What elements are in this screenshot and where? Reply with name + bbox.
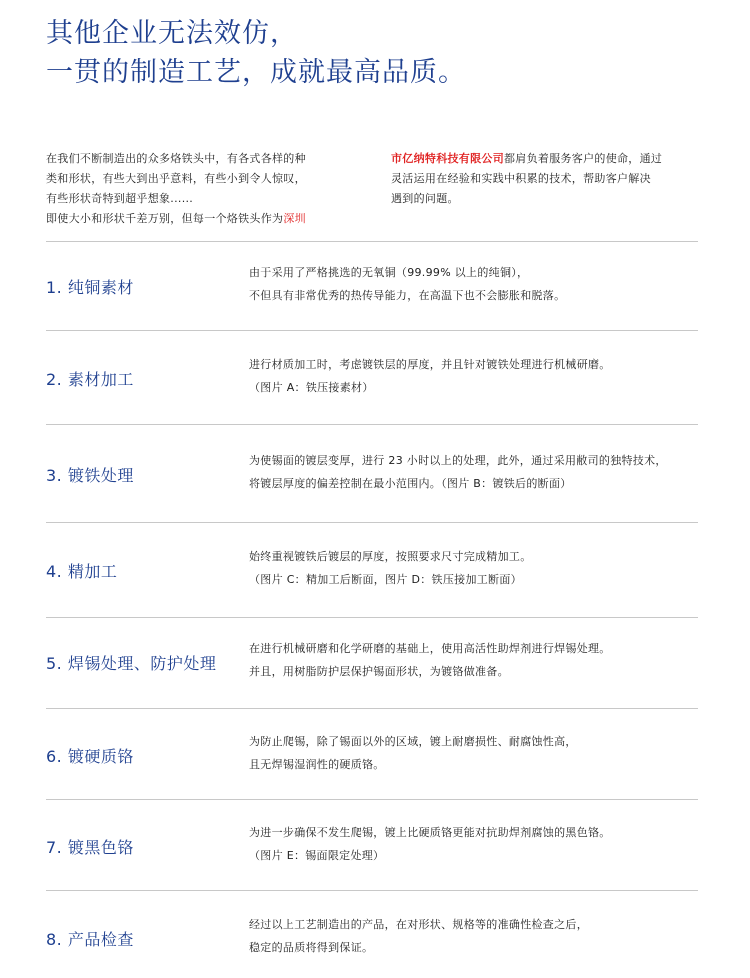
step-desc-line: 将镀层厚度的偏差控制在最小范围内。（图片 B：镀铁后的断面） [249,477,572,490]
intro-city-highlight: 深圳 [283,212,306,225]
section-divider [46,708,698,709]
step-desc-line: 经过以上工艺制造出的产品，在对形状、规格等的准确性检查之后， [249,918,588,931]
section-divider [46,424,698,425]
step-description [249,637,611,683]
intro-company-highlight: 市亿纳特科技有限公司 [391,152,504,165]
step-description [249,821,611,867]
step-desc-line: 由于采用了严格挑选的无氧铜（99.99% 以上的纯铜）， [249,266,529,279]
step-title: 6. 镀硬质铬 [46,747,134,766]
intro-right-column [391,149,711,209]
step-desc-line: 稳定的品质将得到保证。 [249,941,374,954]
step-title: 8. 产品检查 [46,930,134,949]
step-title: 7. 镀黑色铬 [46,838,134,857]
section-divider [46,330,698,331]
intro-left-line: 类和形状，有些大到出乎意料，有些小到令人惊叹， [46,172,306,185]
intro-right-first-line [391,149,711,169]
page-headline [46,14,466,92]
intro-left-line: 在我们不断制造出的众多烙铁头中，有各式各样的种 [46,152,306,165]
step-title: 3. 镀铁处理 [46,466,134,485]
step-title: 1. 纯铜素材 [46,278,134,297]
step-title: 5. 焊锡处理、防护处理 [46,654,217,673]
step-desc-line: 在进行机械研磨和化学研磨的基础上，使用高活性助焊剂进行焊锡处理。 [249,642,611,655]
headline-line-1: 其他企业无法效仿， [46,18,298,49]
step-desc-line: 且无焊锡湿润性的硬质铬。 [249,758,385,771]
intro-right-line: 灵活运用在经验和实践中积累的技术，帮助客户解决 [391,172,651,185]
step-desc-line: 为防止爬锡，除了锡面以外的区域，镀上耐磨损性、耐腐蚀性高， [249,735,577,748]
step-description [249,261,565,307]
step-desc-line: 进行材质加工时，考虑镀铁层的厚度，并且针对镀铁处理进行机械研磨。 [249,358,611,371]
intro-left-line: 有些形状奇特到超乎想象...... [46,192,194,205]
step-desc-line: （图片 C：精加工后断面，图片 D：铁压接加工断面） [249,573,522,586]
step-desc-line: 始终重视镀铁后镀层的厚度，按照要求尺寸完成精加工。 [249,550,532,563]
section-divider [46,890,698,891]
section-divider [46,241,698,242]
intro-right-line: 遇到的问题。 [391,192,459,205]
headline-line-2: 一贯的制造工艺，成就最高品质。 [46,57,466,88]
step-desc-line: （图片 A：铁压接素材） [249,381,374,394]
intro-right-first-suffix: 都肩负着服务客户的使命，通过 [504,152,663,165]
step-title: 4. 精加工 [46,562,118,581]
step-description [249,913,588,959]
step-description [249,353,611,399]
step-description [249,730,577,776]
step-description [249,449,667,495]
step-desc-line: （图片 E：锡面限定处理） [249,849,385,862]
section-divider [46,522,698,523]
section-divider [46,799,698,800]
step-desc-line: 为使锡面的镀层变厚，进行 23 小时以上的处理，此外，通过采用敝司的独特技术， [249,454,667,467]
section-divider [46,617,698,618]
step-desc-line: 不但具有非常优秀的热传导能力，在高温下也不会膨胀和脱落。 [249,289,566,302]
step-desc-line: 并且，用树脂防护层保护锡面形状，为镀铬做准备。 [249,665,509,678]
step-description [249,545,532,591]
intro-left-last-line [46,209,376,229]
intro-left-column [46,149,376,229]
step-desc-line: 为进一步确保不发生爬锡，镀上比硬质铬更能对抗助焊剂腐蚀的黑色铬。 [249,826,611,839]
step-title: 2. 素材加工 [46,370,134,389]
intro-left-last-prefix: 即使大小和形状千差万别，但每一个烙铁头作为 [46,212,284,225]
